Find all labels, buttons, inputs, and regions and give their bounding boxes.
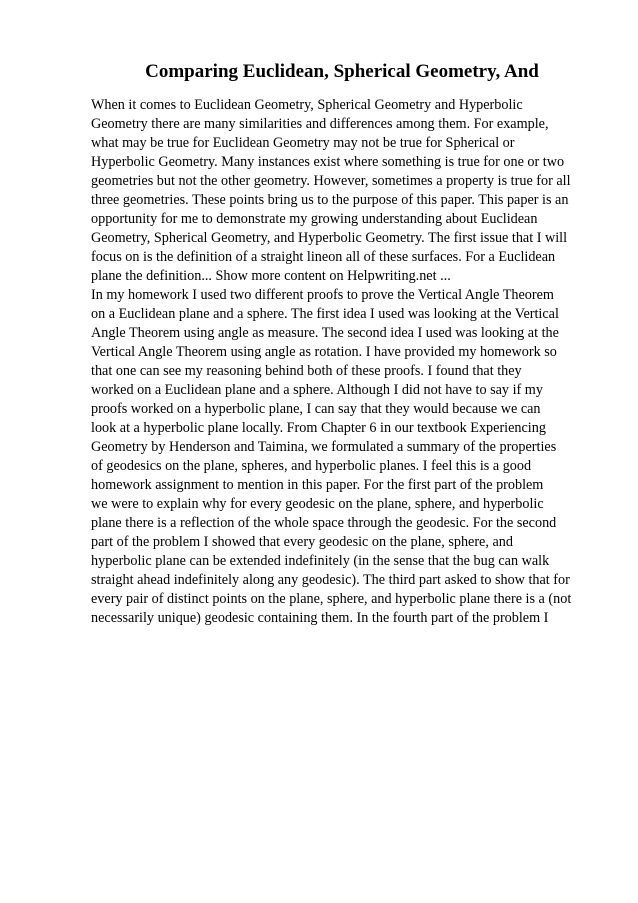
body-line: that one can see my reasoning behind both of these proofs. I found that they bbox=[91, 363, 522, 379]
body-line: necessarily unique) geodesic containing them. In the fourth part of the problem I bbox=[91, 610, 549, 626]
body-line: straight ahead indefinitely along any geodesic). The third part asked to show that for bbox=[91, 572, 570, 588]
body-line: Geometry, Spherical Geometry, and Hyperbolic Geometry. The first issue that I will bbox=[91, 230, 568, 246]
body-line: part of the problem I showed that every geodesic on the plane, sphere, and bbox=[91, 534, 513, 550]
body-line: opportunity for me to demonstrate my growing understanding about Euclidean bbox=[91, 211, 538, 227]
body-line: Geometry there are many similarities and differences among them. For example, bbox=[91, 116, 549, 132]
document-body bbox=[91, 96, 591, 628]
body-line: we were to explain why for every geodesic on the plane, sphere, and hyperbolic bbox=[91, 496, 544, 512]
show-more-line: plane the definition... Show more content on Helpwriting.net ... bbox=[91, 268, 451, 284]
body-line: of geodesics on the plane, spheres, and hyperbolic planes. I feel this is a good bbox=[91, 458, 532, 474]
body-line: Hyperbolic Geometry. Many instances exist where something is true for one or two bbox=[91, 154, 565, 170]
body-line: proofs worked on a hyperbolic plane, I can say that they would because we can bbox=[91, 401, 541, 417]
body-line: focus on is the definition of a straight lineon all of these surfaces. For a Euclidean bbox=[91, 249, 556, 265]
body-line: Vertical Angle Theorem using angle as rotation. I have provided my homework so bbox=[91, 344, 557, 360]
body-line: worked on a Euclidean plane and a sphere. Although I did not have to say if my bbox=[91, 382, 543, 398]
body-line: three geometries. These points bring us to the purpose of this paper. This paper is an bbox=[91, 192, 569, 208]
body-line: what may be true for Euclidean Geometry may not be true for Spherical or bbox=[91, 135, 515, 151]
body-line: hyperbolic plane can be extended indefinitely (in the sense that the bug can walk bbox=[91, 553, 550, 569]
body-line: plane there is a reflection of the whole space through the geodesic. For the second bbox=[91, 515, 557, 531]
body-line: When it comes to Euclidean Geometry, Spherical Geometry and Hyperbolic bbox=[91, 97, 523, 113]
document-title: Comparing Euclidean, Spherical Geometry, And bbox=[145, 61, 539, 82]
body-line: look at a hyperbolic plane locally. From Chapter 6 in our textbook Experiencing bbox=[91, 420, 546, 436]
body-line: geometries but not the other geometry. However, sometimes a property is true for all bbox=[91, 173, 571, 189]
body-line: Geometry by Henderson and Taimina, we formulated a summary of the properties bbox=[91, 439, 557, 455]
body-line: every pair of distinct points on the plane, sphere, and hyperbolic plane there is a (not bbox=[91, 591, 572, 607]
body-line: on a Euclidean plane and a sphere. The first idea I used was looking at the Vertical bbox=[91, 306, 559, 322]
body-line: homework assignment to mention in this paper. For the first part of the problem bbox=[91, 477, 544, 493]
body-line: In my homework I used two different proofs to prove the Vertical Angle Theorem bbox=[91, 287, 554, 303]
body-line: Angle Theorem using angle as measure. The second idea I used was looking at the bbox=[91, 325, 559, 341]
